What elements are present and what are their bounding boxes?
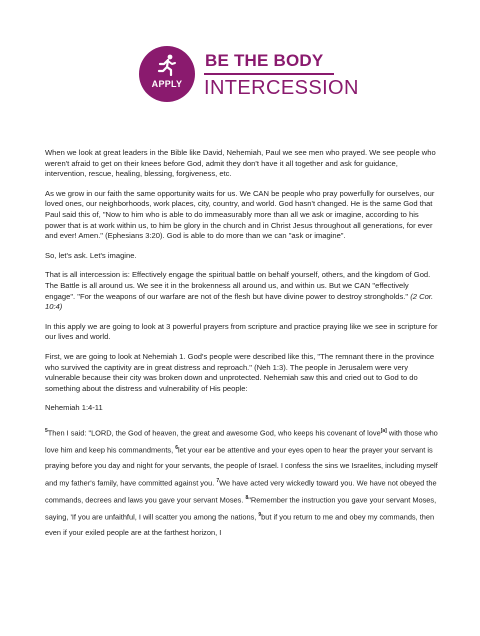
verse-number-7: 7 xyxy=(216,477,220,484)
page-header xyxy=(139,46,379,106)
apply-badge xyxy=(139,46,195,102)
paragraph-lets-ask: So, let's ask. Let's imagine. xyxy=(45,250,137,260)
verse-number-5: 5 xyxy=(45,427,48,434)
running-person-icon xyxy=(157,54,177,76)
verse-6-text: let your ear be attentive and your eyes open to hear the prayer your servant is praying before you day and night for your servants, the people of Israel. I confess the sins we Israelites, including myself and my father's family, have committed against you. xyxy=(45,445,438,488)
verse-number-6: 6 xyxy=(175,444,179,451)
paragraph-apply-intro: In this apply we are going to look at 3 powerful prayers from scripture and practice praying like we see in scripture for our lives and world. xyxy=(45,321,438,342)
document-body xyxy=(45,148,440,540)
page-title-secondary: INTERCESSION xyxy=(204,77,359,99)
paragraph-faith: As we grow in our faith the same opportunity waits for us. We CAN be people who pray powerfully for ourselves, our loved ones, our neighborhoods, work places, city, country, and world. God hasn't changed. He is the same God that Paul said this of, "Now to him who is able to do immeasurably more than all we ask or imagine, according to his power that is at work within us, to him be glory in the church and in Christ Jesus throughout all generations, for ever and ever! Amen." (Ephesians 3:20). God is able to do more than we can "ask or imagine". xyxy=(45,188,435,241)
paragraph-leaders: When we look at great leaders in the Bible like David, Nehemiah, Paul we see men who prayed. We see people who weren't afraid to get on their knees before God, admit they don't have it all together and ask for guidance, intervention, rescue, healing, blessing, forgiveness, etc. xyxy=(45,148,436,179)
scripture-reference: Nehemiah 1:4-11 xyxy=(45,403,103,413)
paragraph-intercession xyxy=(45,270,440,312)
verse-5-text-a: Then I said: "LORD, the God of heaven, the great and awesome God, who keeps his covenant of love xyxy=(47,428,381,438)
badge-label: APPLY xyxy=(151,79,183,89)
footnote-marker: [a] xyxy=(380,427,387,434)
paragraph-nehemiah-intro: First, we are going to look at Nehemiah 1. God's people were described like this, "The remnant there in the province who survived the captivity are in great distress and reproach." (Neh 1:3). The people in Jerusalem were very vulnerable because their city was broken down and unprotected. Nehemiah saw this and cried out to God to do something about the distress and vulnerability of His people: xyxy=(45,351,435,393)
intercession-text: That is all intercession is: Effectively engage the spiritual battle on behalf yourself, others, and the kingdom of God. The Battle is all around us. We see it in the brokenness all around us, and within us. But we CAN "effectively engage". "For the weapons of our warfare are not of the flesh but have divine power to destroy strongholds." xyxy=(45,270,431,301)
verse-number-8: 8 xyxy=(245,494,249,501)
verse-5-text-b: with those who love him and keep his commandments, xyxy=(45,428,438,455)
verse-8-text: "Remember the instruction you gave your servant Moses, saying, 'If you are unfaithful, I will scatter you among the nations, xyxy=(45,495,437,522)
intercession-citation: (2 Cor. 10:4) xyxy=(45,291,434,312)
verse-7-text: We have acted very wickedly toward you. We have not obeyed the commands, decrees and laws you gave your servant Moses. xyxy=(45,478,437,505)
page-title-primary: BE THE BODY xyxy=(205,51,324,70)
verse-9-text: but if you return to me and obey my commands, then even if your exiled people are at the farthest horizon, I xyxy=(45,512,435,537)
title-divider xyxy=(204,73,334,75)
scripture-passage xyxy=(45,424,440,541)
verse-number-9: 9 xyxy=(258,511,262,518)
